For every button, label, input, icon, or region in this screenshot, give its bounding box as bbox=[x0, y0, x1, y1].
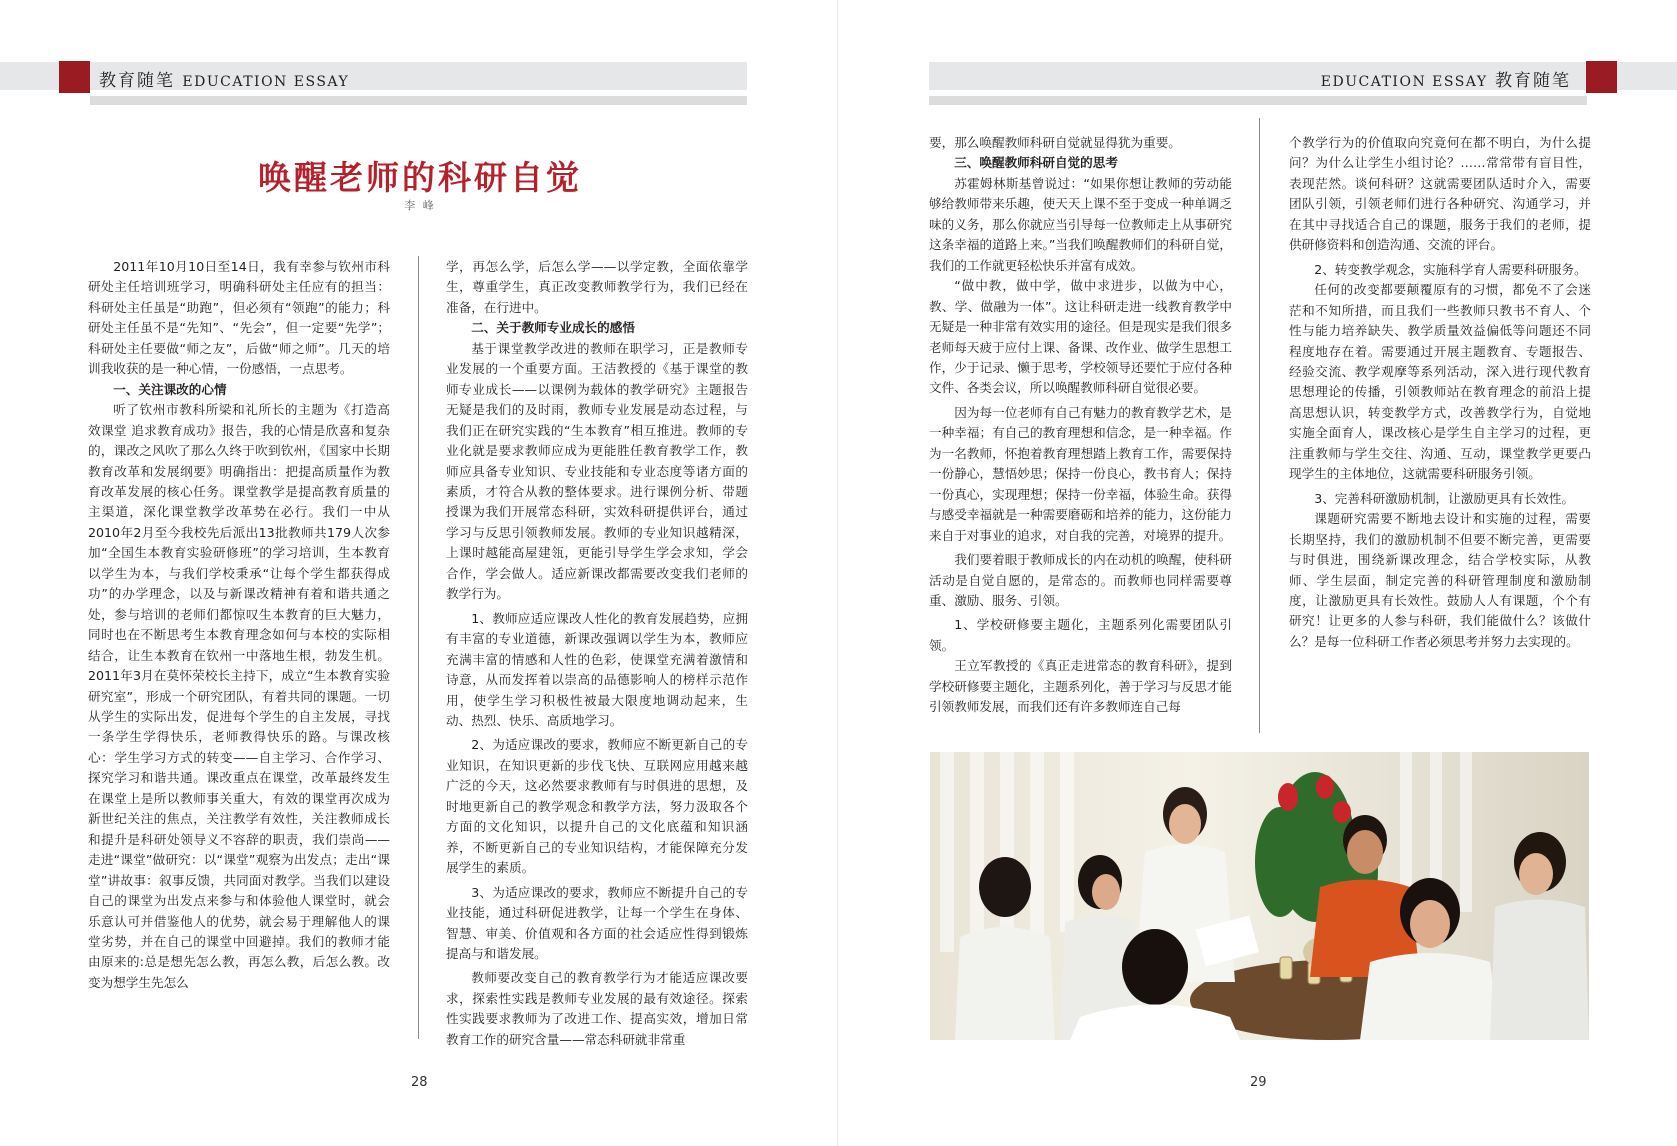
right-header-red-block bbox=[1586, 61, 1617, 93]
text-column-4 bbox=[1289, 133, 1591, 652]
page-gutter bbox=[837, 0, 838, 1146]
meeting-photo bbox=[930, 752, 1589, 1040]
body-paragraph: 苏霍姆林斯基曾说过：“如果你想让教师的劳动能够给教师带来乐趣，使天天上课不至于变成一种单调乏味的义务，那么你就应当引导每一位教师走上从事研究这条幸福的道路上来。”当我们唤醒教师们的科研自觉，我们的工作就更轻松快乐并富有成效。 bbox=[929, 175, 1232, 273]
right-header-title bbox=[1321, 66, 1571, 91]
section-heading: 一、关注课改的心情 bbox=[113, 381, 227, 397]
body-paragraph: 3、完善科研激励机制，让激励更具有长效性。 bbox=[1314, 490, 1575, 506]
text-column-1 bbox=[88, 257, 390, 993]
body-paragraph: 个教学行为的价值取向究竟何在都不明白，为什么提问？为什么让学生小组讨论？……常常带有盲目性，表现茫然。谈何科研？这就需要团队适时介入，需要团队引领，引领老师们进行各种研究、沟通学习，并在其中寻找适合自己的课题，服务于我们的老师，提供研修资料和创造沟通、交流的评台。 bbox=[1289, 135, 1591, 253]
left-header-red-block bbox=[59, 61, 90, 93]
body-paragraph: 基于课堂教学改进的教师在职学习，正是教师专业发展的一个重要方面。王洁教授的《基于课堂的教师专业成长——以课例为载体的教学研究》主题报告无疑是我们的及时雨，教师专业发展是动态过程，与我们正在研究实践的“生本教育”相互推进。教师的专业化就是要求教师应成为更能胜任教育教学工作，教师应具备专业知识、专业技能和专业态度等诸方面的素质，才符合从教的整体要求。进行课例分析、带题授课为我们开展常态科研，实效科研提供评台，通过学习与反思引领教师发展。教师的专业知识越精深，上课时越能高屋建瓴，更能引导学生学会求知，学会合作，学会做人。适应新课改都需要改变我们老师的教学行为。 bbox=[446, 340, 748, 602]
body-paragraph: 听了钦州市教科所梁和礼所长的主题为《打造高效课堂 追求教育成功》报告，我的心情是欣喜和复杂的，课改之风吹了那么久终于吹到钦州，《国家中长期教育改革和发展纲要》明确指出：把提高质量作为教育改革发展的核心任务。课堂教学是提高教育质量的主渠道，深化课堂教学改革势在必行。我们一中从2010年2月至今我校先后派出13批教师共179人次参加“全国生本教育实验研修班”的学习培训，生本教育以学生为本，与我们学校秉承“让每个学生都获得成功”的办学理念，以及与新课改精神有着和谐共通之处，参与培训的老师们都惊叹生本教育的巨大魅力，同时也在不断思考生本教育理念如何与本校的实际相结合，让生本教育在钦州一中落地生根，勃发生机。2011年3月在莫怀荣校长主持下，成立“生本教育实验研究室”，形成一个研究团队，有着共同的课题。一切从学生的实际出发，促进每个学生的自主发展，寻找一条学生学得快乐，老师教得快乐的路。与课改核心：学生学习方式的转变——自主学习、合作学习、探究学习和谐共通。课改重点在课堂，改革最终发生在课堂上是所以教师事关重大，有效的课堂再次成为新世纪关注的焦点，关注教学有效性，关注教师成长和提升是科研处领导义不容辞的职责，我们崇尚——走进“课堂”做研究：以“课堂”观察为出发点；走出“课堂”讲故事：叙事反馈，共同面对教学。当我们以建设自己的课堂为出发点来参与和体验他人课堂时，就会乐意认可并借鉴他人的优势，就会易于理解他人的课堂劣势，并在自己的课堂中回避掉。我们的教师才能由原来的:总是想先怎么教，再怎么教，后怎么教。改变为想学生先怎么 bbox=[88, 402, 390, 990]
section-heading: 三、唤醒教师科研自觉的思考 bbox=[954, 155, 1118, 171]
body-paragraph: 王立军教授的《真正走进常态的教育科研》，提到学校研修要主题化，主题系列化，善于学习与反思才能引领教师发展，而我们还有许多教师连自己每 bbox=[929, 658, 1232, 715]
body-paragraph: 课题研究需要不断地去设计和实施的过程，需要长期坚持，我们的激励机制不但要不断完善，更需要与时俱进，围绕新课改理念，结合学校实际，从教师、学生层面，制定完善的科研管理制度和激励制度，让激励更具有长效性。鼓励人人有课题，个个有研究！让更多的人参与科研，我们能做什么？该做什么？是每一位科研工作者必须思考并努力去实现的。 bbox=[1289, 511, 1591, 649]
body-paragraph: 因为每一位老师有自己有魅力的教育教学艺术，是一种幸福；有自己的教育理想和信念，是一种幸福。作为一名教师，怀抱着教育理想踏上教育工作，需要保持一份静心，慧悟妙思；保持一份良心，教书育人；保持一份真心，实现理想；保持一份幸福，体验生命。获得与感受幸福就是一种需要磨砺和培养的能力，这份能力来自于对事业的追求，对自我的完善，对境界的提升。 bbox=[929, 404, 1232, 543]
body-paragraph: “做中教，做中学，做中求进步，以做为中心，教、学、做融为一体”。这让科研走进一线教育教学中无疑是一种非常有效实用的途径。但是现实是我们很多老师每天疲于应付上课、备课、改作业、做学生思想工作，少于记录、懒于思考，学校领导还要忙于应付各种文件、各类会议，所以唤醒教师科研自觉很必要。 bbox=[929, 278, 1232, 396]
section-heading: 二、关于教师专业成长的感悟 bbox=[471, 320, 635, 336]
body-paragraph: 2011年10月10日至14日，我有幸参与钦州市科研处主任培训班学习，明确科研处主任应有的担当：科研处主任虽是“助跑”，但必须有“领跑”的能力；科研处主任虽不是“先知”、“先会”，但一定要“先学”；科研处主任要做“师之友”，后做“师之师”。几天的培训我收获的是一种心情，一份感悟，一点思考。 bbox=[88, 259, 390, 377]
text-column-2 bbox=[446, 257, 748, 1050]
page-number-left: 28 bbox=[411, 1075, 428, 1090]
column-divider-left bbox=[418, 256, 419, 1039]
left-header-rule bbox=[90, 96, 747, 105]
left-header-cn: 教育随笔 bbox=[99, 71, 175, 91]
page-number-right: 29 bbox=[1250, 1075, 1267, 1090]
body-paragraph: 2、转变教学观念，实施科学育人需要科研服务。 bbox=[1314, 261, 1587, 277]
left-header-title bbox=[99, 66, 349, 91]
body-paragraph: 教师要改变自己的教育教学行为才能适应课改要求，探索性实践是教师专业发展的最有效途径。探索性实践要求教师为了改进工作、提高实效，增加日常教育工作的研究含量——常态科研就非常重 bbox=[446, 970, 748, 1047]
article-title: 唤醒老师的科研自觉 bbox=[258, 158, 582, 197]
column-divider-right bbox=[1259, 118, 1260, 733]
body-paragraph: 学，再怎么学，后怎么学——以学定教，全面依靠学生，尊重学生，真正改变教师教学行为，我们已经在准备，在行进中。 bbox=[446, 259, 748, 315]
body-paragraph: 3、为适应课改的要求，教师应不断提升自己的专业技能，通过科研促进教学，让每一个学生在身体、智慧、审美、价值观和各方面的社会适应性得到锻炼提高与和谐发展。 bbox=[446, 884, 748, 961]
meeting-photo-illustration bbox=[930, 752, 1589, 1040]
right-header-en: EDUCATION ESSAY bbox=[1320, 74, 1488, 90]
body-paragraph: 2、为适应课改的要求，教师应不断更新自己的专业知识，在知识更新的步伐飞快、互联网应用越来越广泛的今天，这必然要求教师有与时俱进的思想，及时地更新自己的教学观念和教学方法，努力汲取各个方面的文化知识，以提升自己的文化底蕴和知识涵养，不断更新自己的专业知识结构，才能保障充分发展学生的素质。 bbox=[446, 737, 748, 876]
right-header-cn: 教育随笔 bbox=[1495, 71, 1571, 91]
left-header-en: EDUCATION ESSAY bbox=[182, 74, 350, 90]
body-paragraph: 1、教师应适应课改人性化的教育发展趋势，应拥有丰富的专业道德，新课改强调以学生为本，教师应充满丰富的情感和人性的色彩，使课堂充满着激情和诗意，从而发挥着以崇高的品德影响人的榜样示范作用，使学生学习积极性被最大限度地调动起来，生动、热烈、快乐、高质地学习。 bbox=[446, 610, 748, 728]
body-paragraph: 任何的改变都要颠覆原有的习惯，都免不了会迷茫和不知所措，而且我们一些教师只教书不育人、个性与能力培养缺失、教学质量效益偏低等问题还不同程度地存在着。需要通过开展主题教育、专题报告、经验交流、教学观摩等系列活动，深入进行现代教育思想理论的传播，引领教师站在教育理念的前沿上提高思想认识，转变教学方式，改善教学行为，自觉地实施全面育人，课改核心是学生自主学习的过程，更注重教师与学生交往、沟通、互动，课堂教学更要凸现学生的主体地位，这就需要科研服务引领。 bbox=[1289, 282, 1591, 482]
body-paragraph: 1、学校研修要主题化，主题系列化需要团队引领。 bbox=[929, 617, 1232, 653]
article-author: 李 峰 bbox=[404, 199, 436, 212]
body-paragraph: 我们要着眼于教师成长的内在动机的唤醒，使科研活动是自觉自愿的，是常态的。而教师也同样需要尊重、激励、服务、引领。 bbox=[929, 552, 1232, 608]
right-header-rule bbox=[929, 96, 1587, 105]
body-paragraph: 要，那么唤醒教师科研自觉就显得犹为重要。 bbox=[929, 135, 1181, 150]
text-column-3 bbox=[929, 133, 1232, 718]
